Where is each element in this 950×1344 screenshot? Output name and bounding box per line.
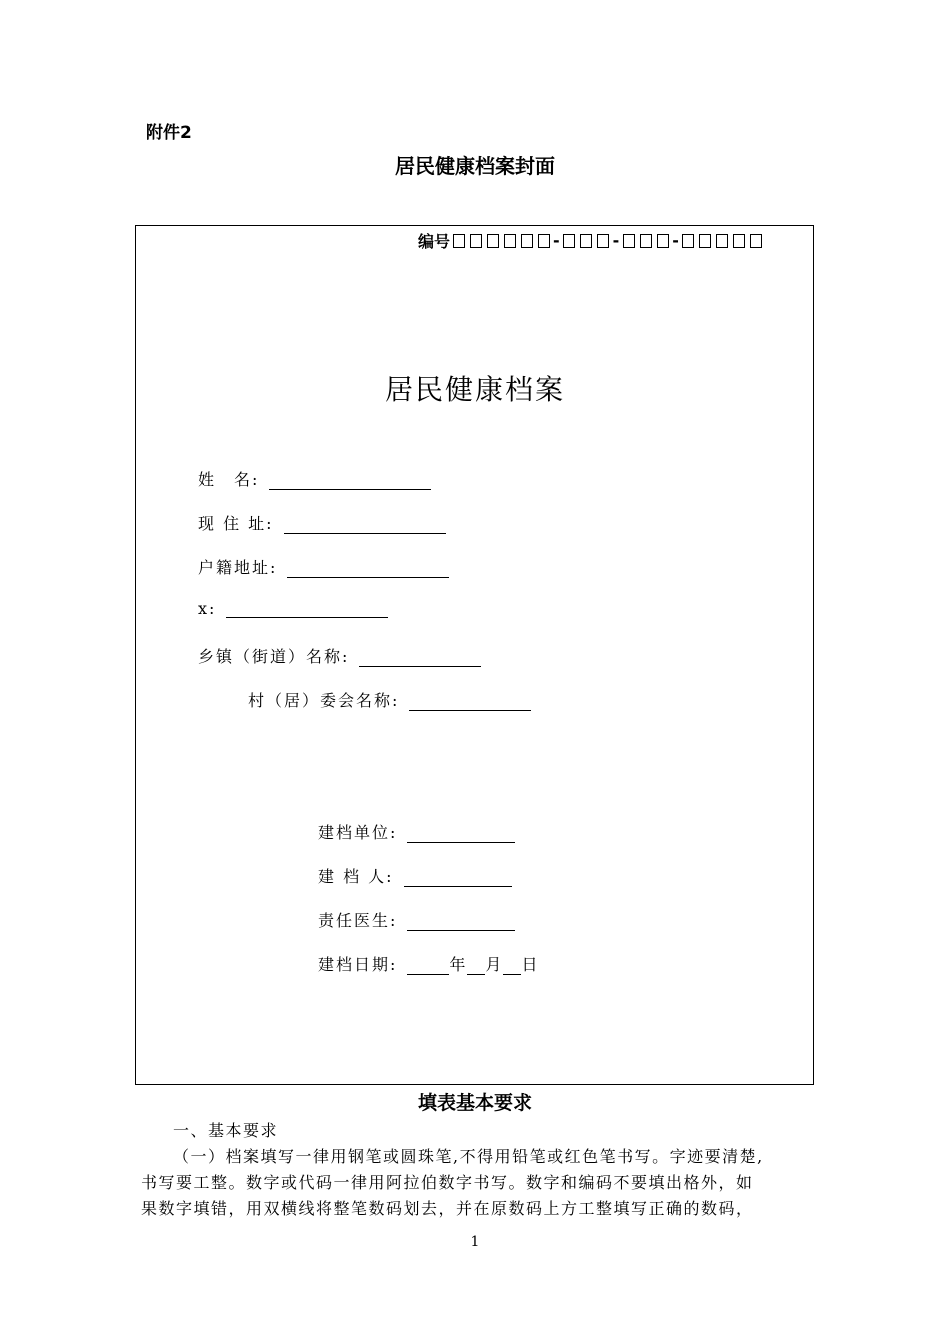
number-separator: - <box>672 231 679 250</box>
doctor-line[interactable] <box>407 912 515 931</box>
current-address-line[interactable] <box>284 515 446 534</box>
number-digit-box[interactable] <box>716 234 728 248</box>
number-digit-box[interactable] <box>640 234 652 248</box>
household-address-line[interactable] <box>287 559 449 578</box>
number-digit-box[interactable] <box>538 234 550 248</box>
year-line[interactable] <box>407 956 449 975</box>
name-label: 姓 名: <box>198 470 260 489</box>
current-address-field[interactable] <box>198 511 446 534</box>
filing-unit-label: 建档单位: <box>318 823 398 842</box>
requirements-line: 书写要工整。数字或代码一律用阿拉伯数字书写。数字和编码不要填出格外，如 <box>141 1173 754 1192</box>
record-number-row <box>418 229 765 252</box>
filing-date-label: 建档日期: <box>318 955 398 974</box>
name-field[interactable] <box>198 467 431 490</box>
attachment-label: 附件2 <box>146 123 192 143</box>
filing-date-field[interactable] <box>318 952 539 975</box>
number-digit-box[interactable] <box>682 234 694 248</box>
x-label: x: <box>198 599 217 618</box>
number-separator: - <box>553 231 560 250</box>
month-line[interactable] <box>467 956 485 975</box>
number-digit-box[interactable] <box>563 234 575 248</box>
cover-title: 居民健康档案 <box>384 373 565 406</box>
record-number-label: 编号 <box>418 232 451 251</box>
year-unit: 年 <box>449 955 468 974</box>
page-title: 居民健康档案封面 <box>395 154 555 178</box>
village-field[interactable] <box>248 688 531 711</box>
x-field[interactable] <box>198 599 388 618</box>
number-digit-box[interactable] <box>453 234 465 248</box>
filer-line[interactable] <box>404 868 512 887</box>
requirements-title: 填表基本要求 <box>417 1092 532 1114</box>
x-line[interactable] <box>226 599 388 618</box>
requirements-line: （一）档案填写一律用钢笔或圆珠笔,不得用铅笔或红色笔书写。字迹要清楚, <box>173 1147 764 1166</box>
doctor-field[interactable] <box>318 908 515 931</box>
number-digit-box[interactable] <box>470 234 482 248</box>
requirements-line: 果数字填错，用双横线将整笔数码划去，并在原数码上方工整填写正确的数码， <box>141 1199 754 1218</box>
filing-unit-line[interactable] <box>407 824 515 843</box>
day-line[interactable] <box>503 956 521 975</box>
village-label: 村（居）委会名称: <box>248 691 400 710</box>
requirements-section-1: 一、基本要求 <box>173 1121 279 1140</box>
current-address-label: 现 住 址: <box>198 514 274 533</box>
doctor-label: 责任医生: <box>318 911 398 930</box>
number-digit-box[interactable] <box>521 234 533 248</box>
township-field[interactable] <box>198 644 481 667</box>
number-digit-box[interactable] <box>699 234 711 248</box>
page-number: 1 <box>470 1234 480 1250</box>
number-digit-box[interactable] <box>623 234 635 248</box>
number-separator: - <box>612 231 620 250</box>
record-number-boxes[interactable] <box>450 231 765 250</box>
number-digit-box[interactable] <box>657 234 669 248</box>
day-unit: 日 <box>521 955 540 974</box>
number-digit-box[interactable] <box>580 234 592 248</box>
filing-unit-field[interactable] <box>318 820 515 843</box>
number-digit-box[interactable] <box>750 234 762 248</box>
name-line[interactable] <box>269 471 431 490</box>
household-address-field[interactable] <box>198 555 449 578</box>
household-address-label: 户籍地址: <box>198 558 278 577</box>
number-digit-box[interactable] <box>597 234 609 248</box>
number-digit-box[interactable] <box>504 234 516 248</box>
township-label: 乡镇（街道）名称: <box>198 647 350 666</box>
filer-field[interactable] <box>318 864 512 887</box>
number-digit-box[interactable] <box>733 234 745 248</box>
village-line[interactable] <box>409 692 531 711</box>
month-unit: 月 <box>485 955 504 974</box>
township-line[interactable] <box>359 648 481 667</box>
number-digit-box[interactable] <box>487 234 499 248</box>
filer-label: 建 档 人: <box>318 867 394 886</box>
